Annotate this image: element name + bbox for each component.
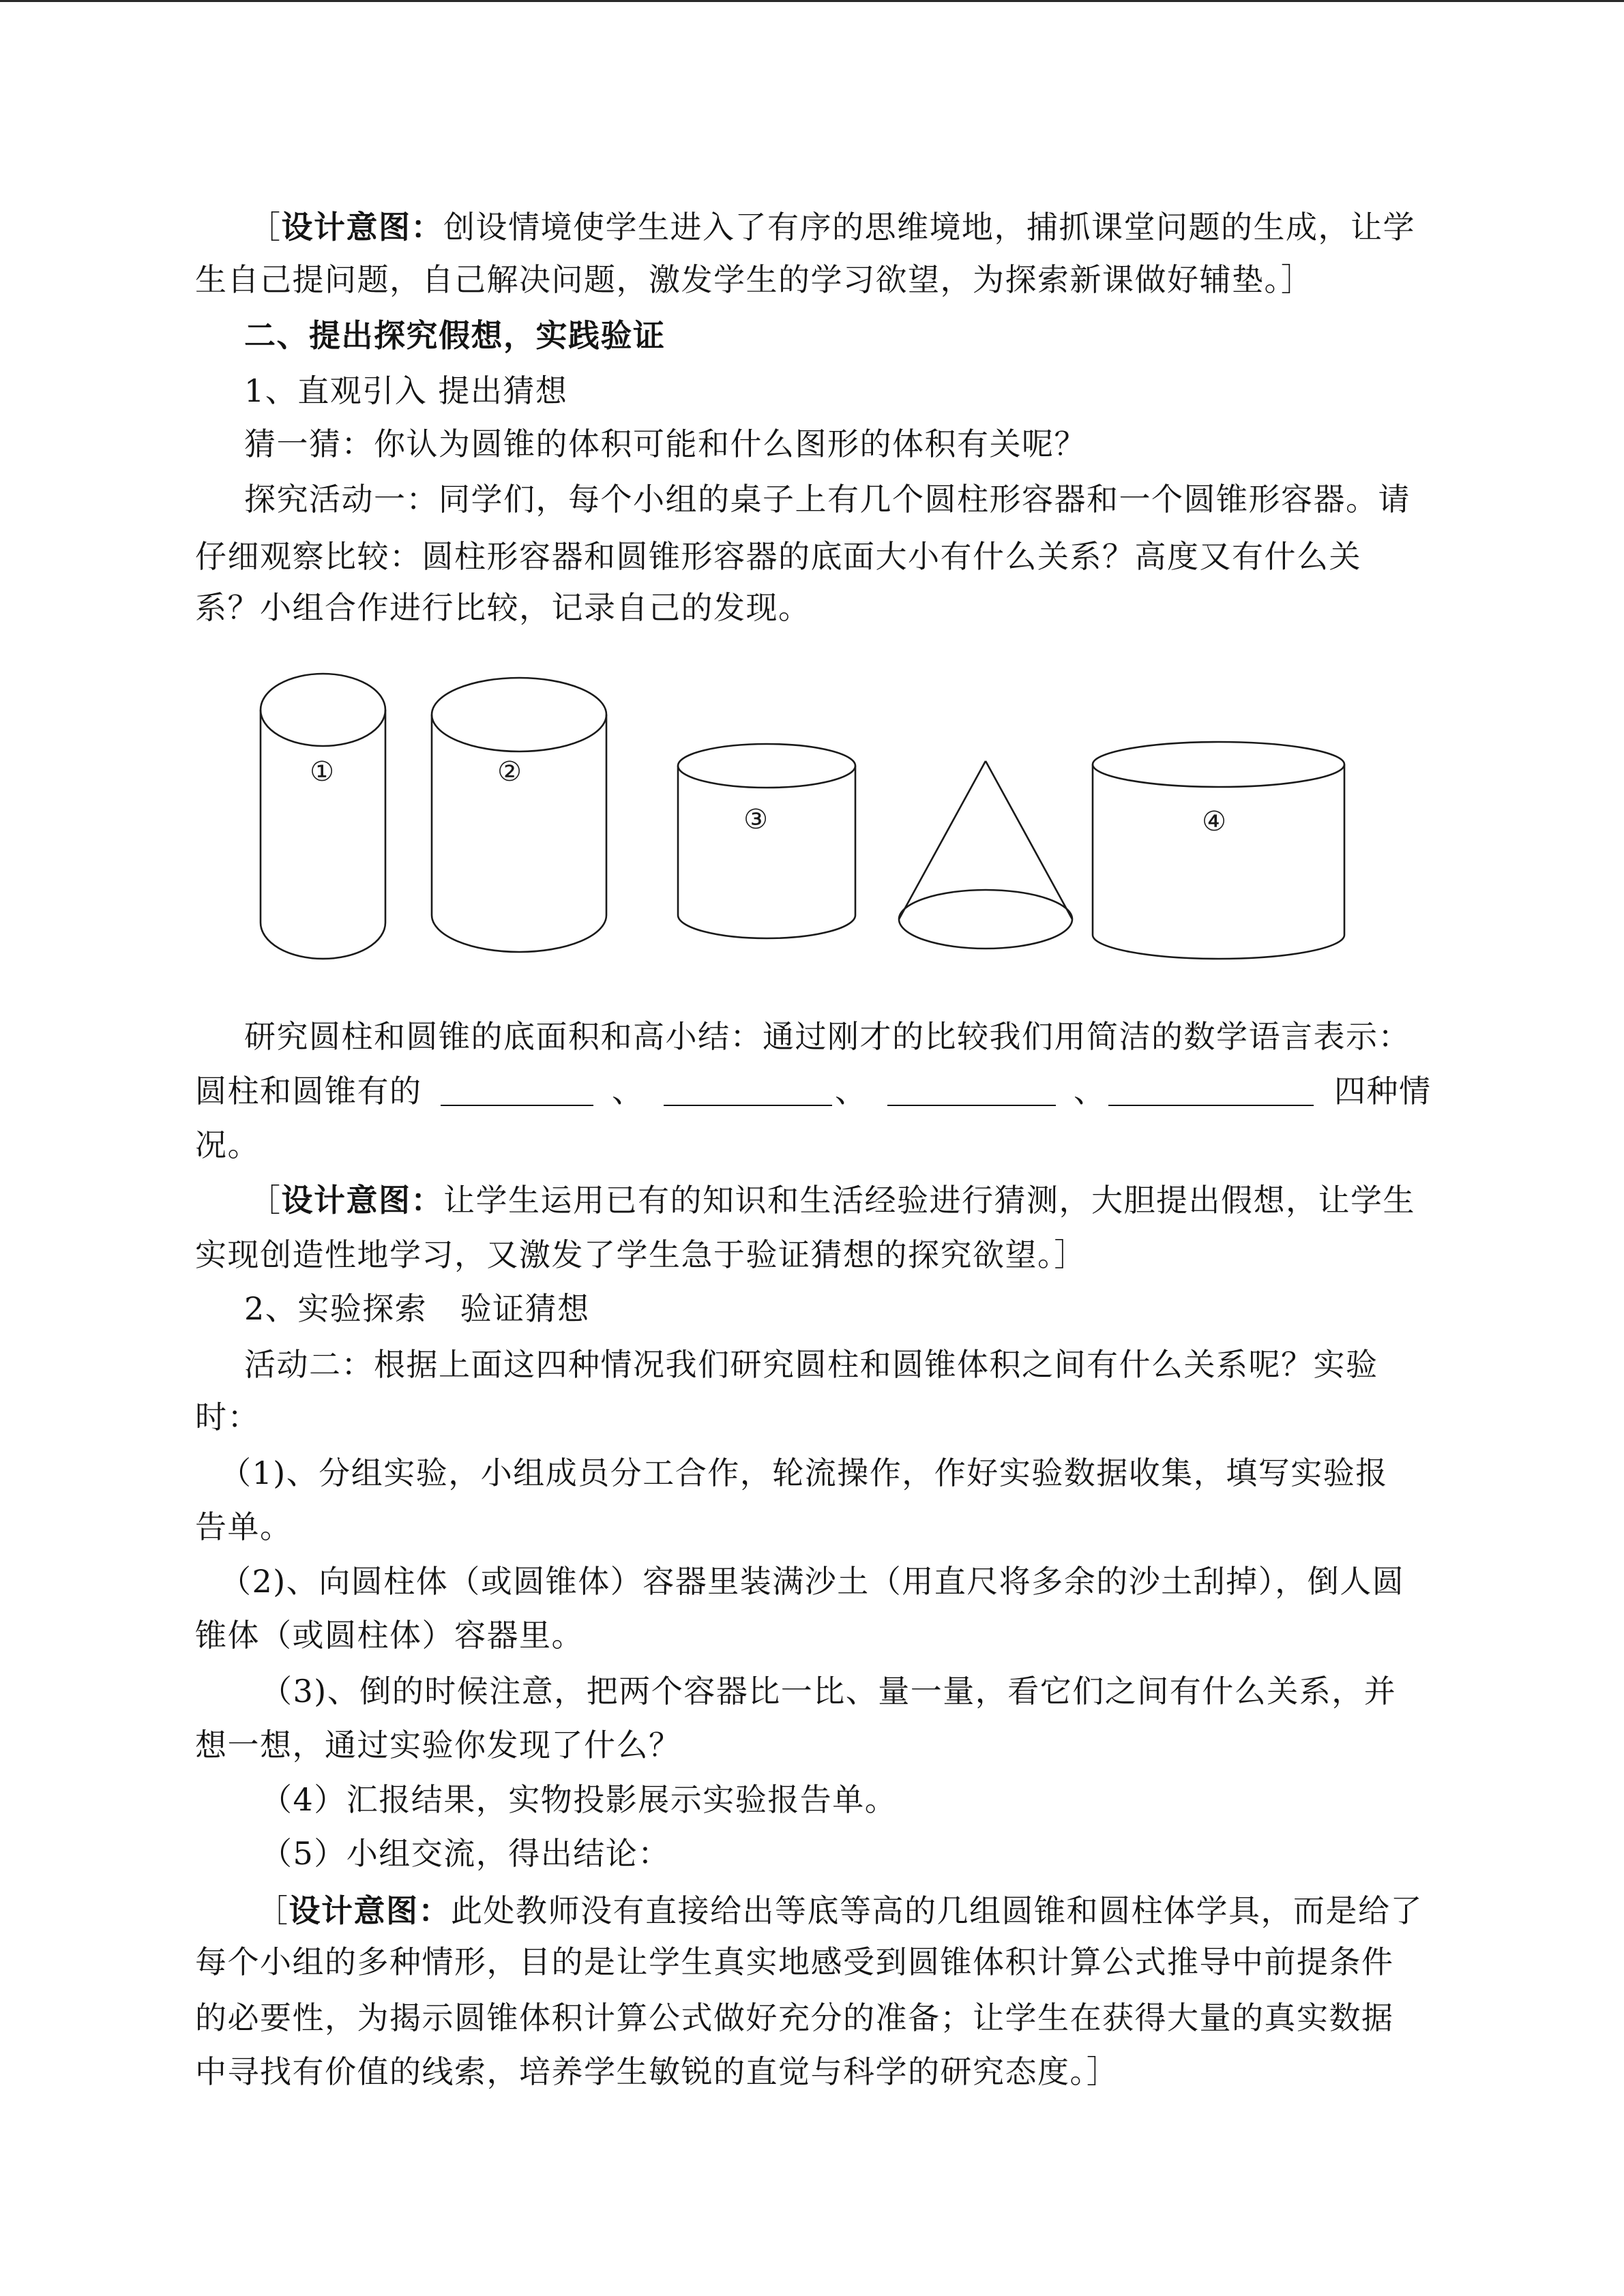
design-intent-label: 设计意图： bbox=[289, 1892, 451, 1929]
blank-separator-3: 、 bbox=[1074, 1073, 1106, 1109]
design-intent-3-line-4: 中寻找有价值的线索，培养学生敏锐的直觉与科学的研究态度。］ bbox=[195, 2053, 1119, 2090]
design-intent-2-line-2: 实现创造性地学习，又激发了学生急于验证猜想的探究欲望。］ bbox=[195, 1236, 1087, 1273]
cylinder-3 bbox=[678, 744, 855, 938]
step-item-1-line-2: 告单。 bbox=[195, 1508, 293, 1545]
cone-right-side bbox=[986, 761, 1072, 919]
step-item-3-line-2: 想一想，通过实验你发现了什么？ bbox=[195, 1727, 681, 1763]
summary-line-2-prefix: 圆柱和圆锥有的 bbox=[195, 1073, 422, 1109]
summary-line-1: 研究圆柱和圆锥的底面积和高小结：通过刚才的比较我们用简洁的数学语言表示： bbox=[244, 1018, 1411, 1055]
cylinder-3-label: ③ bbox=[743, 804, 768, 835]
section-heading: 二、提出探究假想，实践验证 bbox=[244, 317, 666, 354]
bracket-open: ［ bbox=[256, 1892, 289, 1929]
step-item-3-line-1: （3)、倒的时候注意，把两个容器比一比、量一量，看它们之间有什么关系，并 bbox=[261, 1673, 1397, 1710]
design-intent-text: 让学生运用已有的知识和生活经验进行猜测，大胆提出假想，让学生 bbox=[443, 1182, 1415, 1219]
cylinder-4 bbox=[1093, 742, 1344, 959]
summary-line-3: 况。 bbox=[195, 1127, 260, 1163]
cylinder-3-top bbox=[678, 744, 855, 788]
design-intent-label: 设计意图： bbox=[281, 209, 443, 245]
step-item-2-line-2: 锥体（或圆柱体）容器里。 bbox=[195, 1617, 584, 1654]
design-intent-3-line-1 bbox=[256, 1894, 1423, 1927]
step-item-5: （5）小组交流，得出结论： bbox=[261, 1835, 670, 1872]
step-item-4: （4）汇报结果，实物投影展示实验报告单。 bbox=[261, 1781, 898, 1818]
guess-question: 猜一猜：你认为圆锥的体积可能和什么图形的体积有关呢？ bbox=[244, 426, 1087, 462]
design-intent-3-line-3: 的必要性，为揭示圆锥体积计算公式做好充分的准备；让学生在获得大量的真实数据 bbox=[195, 1999, 1394, 2036]
cylinder-4-top bbox=[1093, 742, 1344, 787]
cylinder-2-label: ② bbox=[497, 756, 522, 788]
design-intent-1-line-2: 生自己提问题，自己解决问题，激发学生的学习欲望，为探索新课做好辅垫。］ bbox=[195, 261, 1314, 298]
containers-figure bbox=[246, 665, 1364, 972]
activity-1-line-3: 系？小组合作进行比较，记录自己的发现。 bbox=[195, 589, 811, 626]
cone-base bbox=[899, 890, 1072, 949]
cylinder-4-label: ④ bbox=[1202, 806, 1226, 837]
cylinder-1-base bbox=[261, 923, 385, 959]
design-intent-label: 设计意图： bbox=[281, 1182, 443, 1219]
cylinder-1-top bbox=[261, 674, 385, 746]
design-intent-text: 此处教师没有直接给出等底等高的几组圆锥和圆柱体学具，而是给了 bbox=[451, 1892, 1423, 1929]
cylinder-2 bbox=[432, 678, 606, 952]
activity-1-line-1: 探究活动一：同学们，每个小组的桌子上有几个圆柱形容器和一个圆锥形容器。请 bbox=[244, 481, 1411, 518]
summary-line-2-suffix: 四种情 bbox=[1334, 1073, 1432, 1109]
fill-blank-1 bbox=[441, 1075, 593, 1106]
step-1-title: 1、直观引入 提出猜想 bbox=[244, 372, 568, 409]
cone-left-side bbox=[899, 761, 986, 919]
fill-blank-2 bbox=[664, 1075, 832, 1106]
design-intent-1-line-1 bbox=[249, 211, 1415, 243]
cylinder-3-base bbox=[678, 915, 855, 938]
cylinder-1 bbox=[261, 674, 385, 959]
cylinder-4-base bbox=[1093, 935, 1344, 959]
fill-blank-4 bbox=[1108, 1075, 1314, 1106]
blank-separator-2: 、 bbox=[835, 1073, 868, 1109]
bracket-open: ［ bbox=[249, 1182, 282, 1219]
activity-2-line-2: 时： bbox=[195, 1399, 260, 1435]
activity-1-line-2: 仔细观察比较：圆柱形容器和圆锥形容器的底面大小有什么关系？高度又有什么关 bbox=[195, 538, 1361, 575]
cylinder-2-base bbox=[432, 915, 606, 952]
cone bbox=[899, 761, 1072, 949]
blank-separator-1: 、 bbox=[612, 1073, 645, 1109]
design-intent-2-line-1 bbox=[249, 1184, 1415, 1217]
page-top-rule bbox=[0, 0, 1624, 2]
fill-blank-3 bbox=[887, 1075, 1056, 1106]
step-item-2-line-1: （2)、向圆柱体（或圆锥体）容器里装满沙土（用直尺将多余的沙土刮掉），倒人圆 bbox=[220, 1563, 1405, 1600]
design-intent-text: 创设情境使学生进入了有序的思维境地，捕抓课堂问题的生成，让学 bbox=[443, 209, 1415, 245]
cylinder-2-top bbox=[432, 678, 606, 751]
design-intent-3-line-2: 每个小组的多种情形，目的是让学生真实地感受到圆锥体积计算公式推导中前提条件 bbox=[195, 1943, 1394, 1980]
step-2-title: 2、实验探索 验证猜想 bbox=[244, 1290, 590, 1327]
cylinder-1-label: ① bbox=[310, 756, 334, 788]
activity-2-line-1: 活动二：根据上面这四种情况我们研究圆柱和圆锥体积之间有什么关系呢？实验 bbox=[244, 1346, 1378, 1383]
bracket-open: ［ bbox=[249, 209, 282, 245]
step-item-1-line-1: （1)、分组实验，小组成员分工合作，轮流操作，作好实验数据收集，填写实验报 bbox=[220, 1455, 1388, 1491]
